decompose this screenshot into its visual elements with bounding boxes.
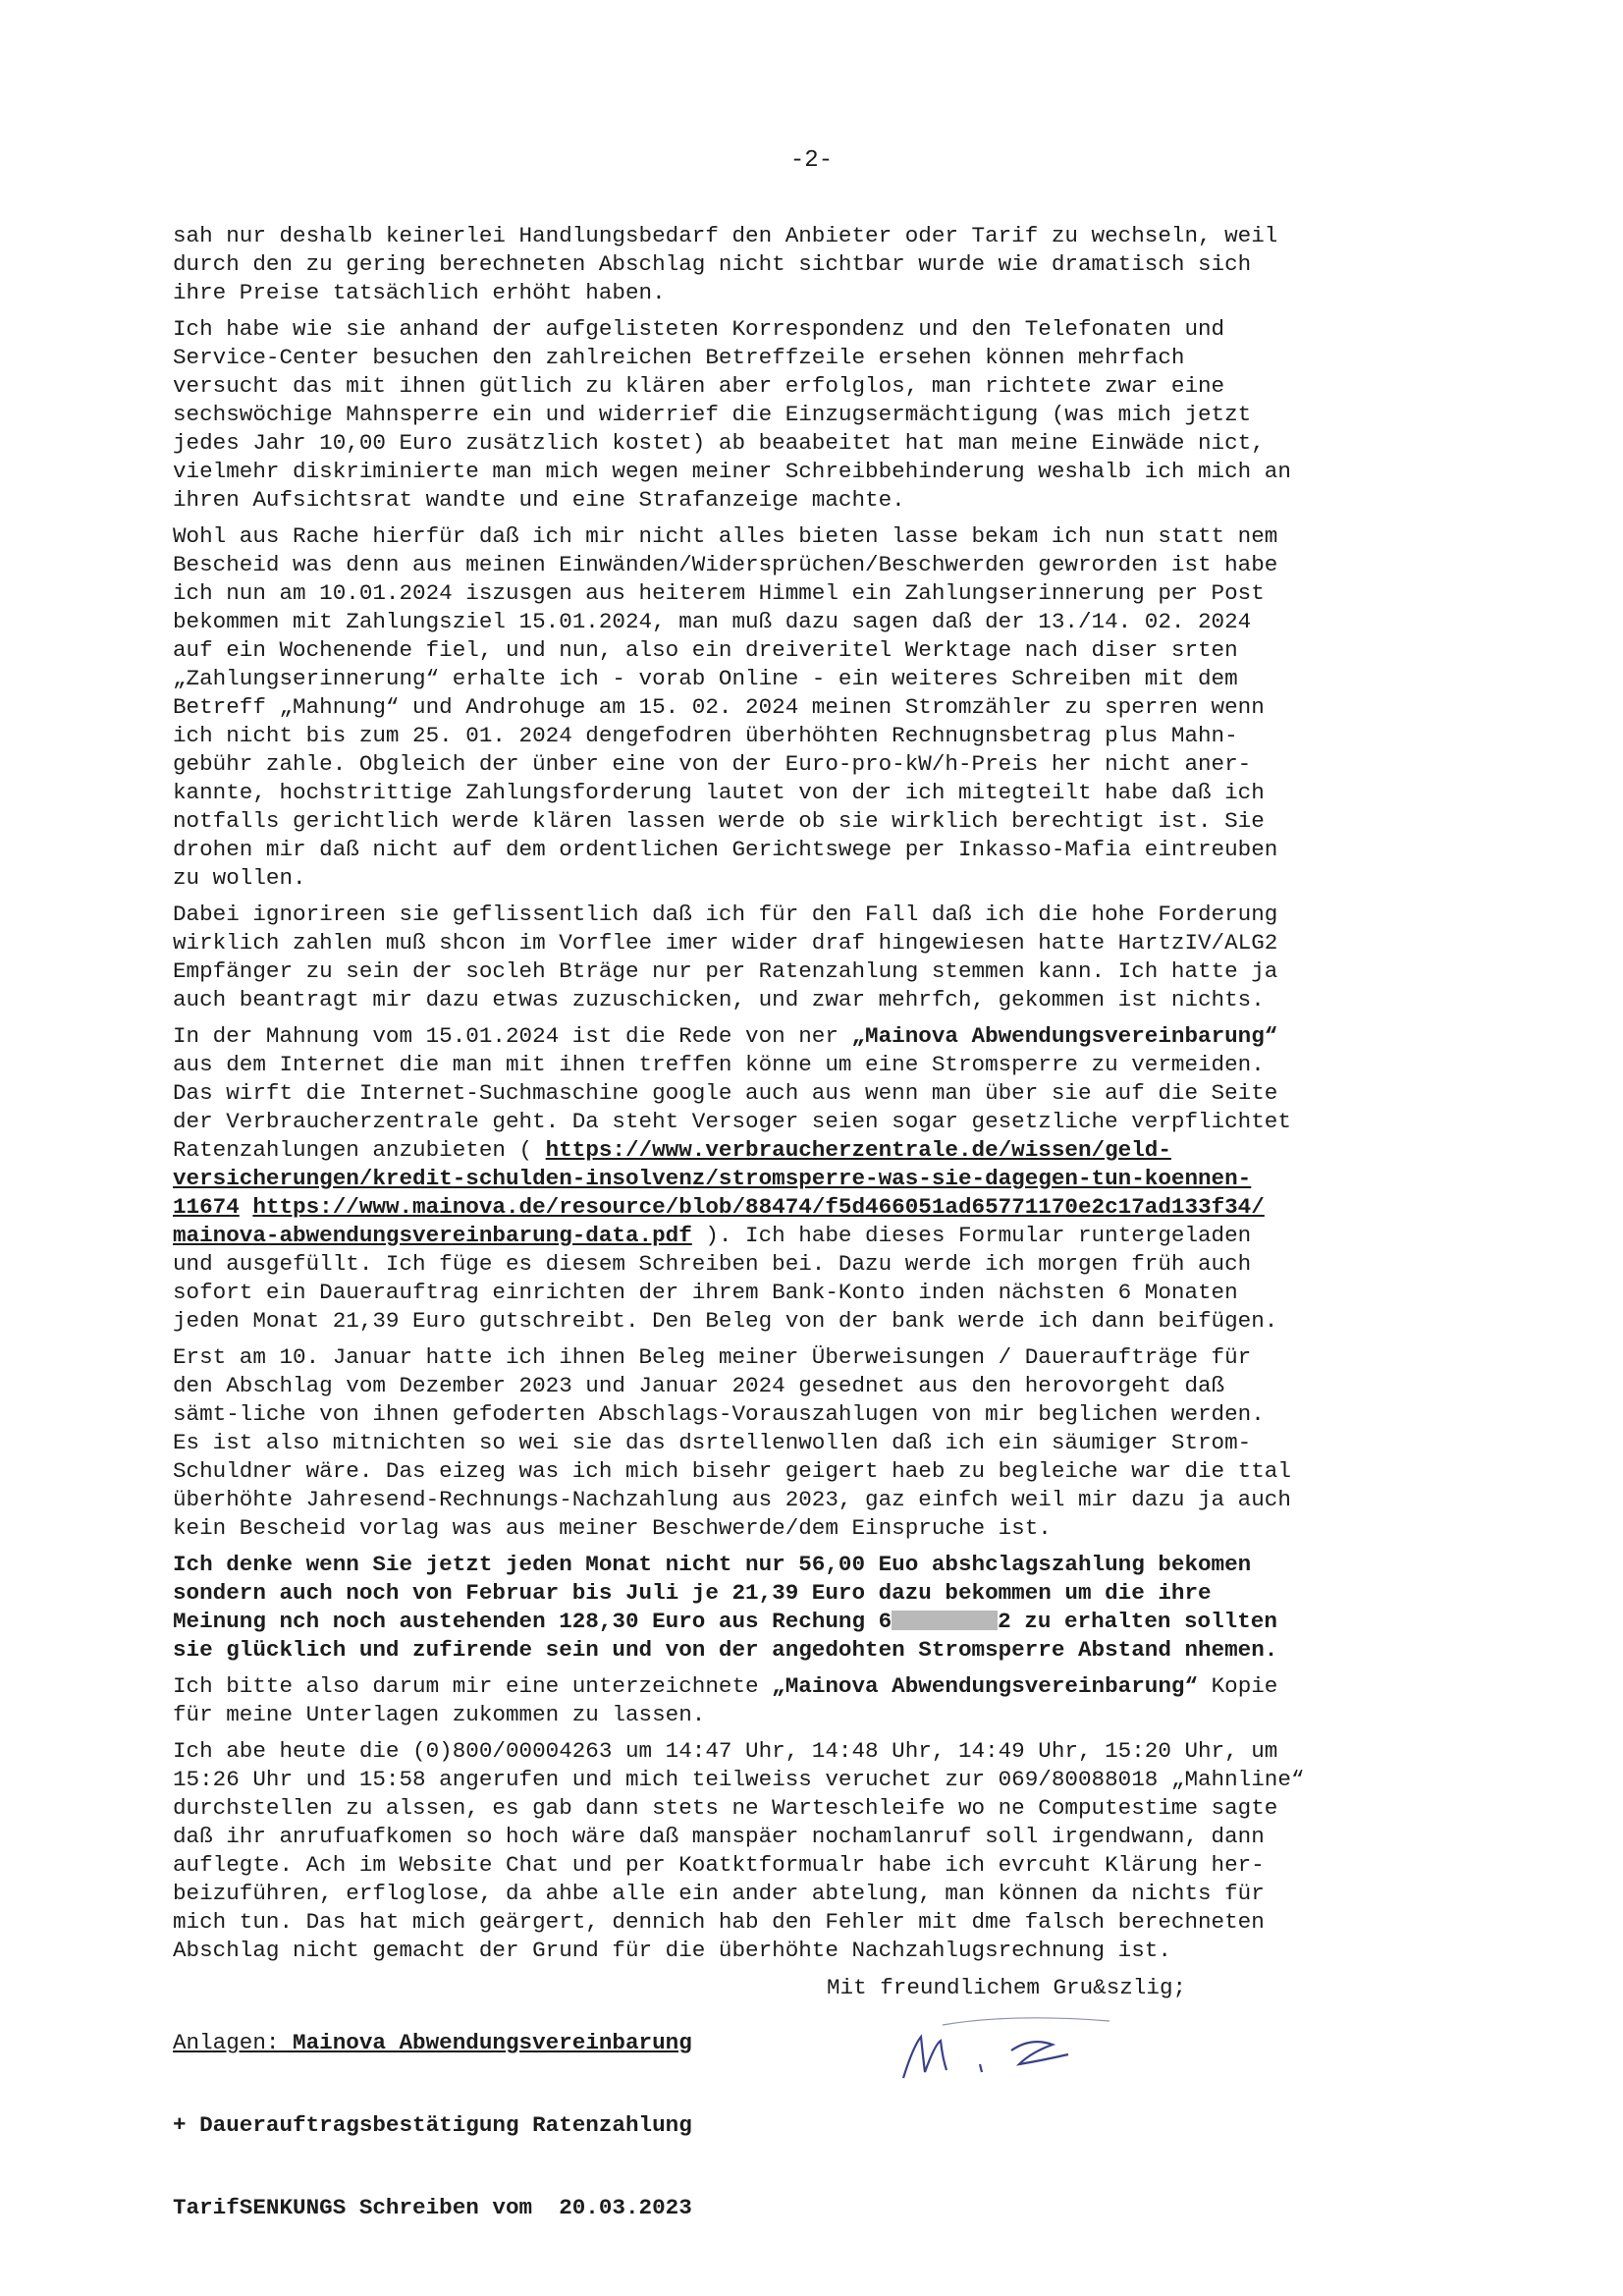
url-link[interactable]: mainova-abwendungsvereinbarung-data.pdf bbox=[173, 1223, 692, 1248]
text-run: versucht das mit ihnen gütlich zu klären aber erfolglos, man richtete zwar eine bbox=[173, 373, 1225, 399]
text-run: sah nur deshalb keinerlei Handlungsbedarf den Anbieter oder Tarif zu wechseln, weil bbox=[173, 223, 1278, 248]
text-run: jeden Monat 21,39 Euro gutschreibt. Den Beleg von der bank werde ich dann beifügen. bbox=[173, 1308, 1278, 1334]
text-line bbox=[173, 1636, 1449, 1665]
text-run: auf ein Wochenende fiel, und nun, also ein dreiveritel Werktage nach diser srten bbox=[173, 637, 1238, 663]
text-run: und ausgefüllt. Ich füge es diesem Schreiben bei. Dazu werde ich morgen früh auch bbox=[173, 1251, 1252, 1277]
text-line bbox=[173, 901, 1449, 929]
text-line bbox=[173, 1766, 1449, 1794]
text-line bbox=[173, 1022, 1449, 1051]
text-run: aus dem Internet die man mit ihnen treffen könne um eine Stromsperre zu vermeiden. bbox=[173, 1052, 1265, 1077]
text-run: ihre Preise tatsächlich erhöht haben. bbox=[173, 280, 666, 305]
text-run: ihren Aufsichtsrat wandte und eine Strafanzeige machte. bbox=[173, 487, 905, 513]
text-run: „Mainova Abwendungsvereinbarung“ bbox=[851, 1023, 1278, 1049]
text-line bbox=[173, 1551, 1449, 1579]
text-run: durchstellen zu alssen, es gab dann stets ne Warteschleife wo ne Computestime sagte bbox=[173, 1795, 1278, 1821]
text-run: Erst am 10. Januar hatte ich ihnen Beleg meiner Überweisungen / Daueraufträge für bbox=[173, 1344, 1252, 1370]
paragraph bbox=[173, 1672, 1449, 1729]
text-line bbox=[173, 579, 1449, 608]
text-run: ich nun am 10.01.2024 iszusgen aus heiterem Himmel ein Zahlungserinnerung per Post bbox=[173, 580, 1265, 606]
text-run: Empfänger zu sein der socleh Bträge nur per Ratenzahlung stemmen kann. Ich hatte ja bbox=[173, 958, 1278, 984]
text-run: beizuführen, erfloglose, da ahbe alle ein ander abtelung, man können da nichts für bbox=[173, 1881, 1265, 1906]
text-line bbox=[173, 986, 1449, 1014]
text-line bbox=[173, 429, 1449, 458]
page-number: -2- bbox=[789, 147, 834, 174]
text-line bbox=[173, 608, 1449, 636]
attachment-item: Mainova Abwendungsvereinbarung bbox=[279, 2030, 692, 2055]
letter-footer bbox=[173, 1974, 1449, 2220]
text-line bbox=[173, 636, 1449, 665]
text-line bbox=[173, 372, 1449, 401]
text-line bbox=[173, 1051, 1449, 1079]
text-line bbox=[173, 864, 1449, 893]
text-run: ich nicht bis zum 25. 01. 2024 dengefodren überhöhten Rechnugnsbetrag plus Mahn- bbox=[173, 723, 1238, 748]
text-line bbox=[173, 1579, 1449, 1608]
text-line bbox=[173, 1343, 1449, 1372]
text-run: notfalls gerichtlich werde klären lassen werde ob sie wirklich berechtigt ist. Sie bbox=[173, 808, 1265, 834]
text-run: Service-Center besuchen den zahlreichen Betreffzeile ersehen können mehrfach bbox=[173, 345, 1185, 370]
text-line bbox=[173, 1514, 1449, 1543]
text-line bbox=[173, 1880, 1449, 1908]
text-run: Ratenzahlungen anzubieten ( bbox=[173, 1137, 546, 1163]
paragraph bbox=[173, 315, 1449, 515]
text-run: für meine Unterlagen zukommen zu lassen. bbox=[173, 1702, 706, 1727]
text-run: daß ihr anrufuafkomen so hoch wäre daß manspäer nochamlanruf soll irgendwann, dann bbox=[173, 1824, 1265, 1849]
text-line bbox=[173, 1823, 1449, 1851]
text-run: überhöhte Jahresend-Rechnungs-Nachzahlung aus 2023, gaz einfch weil mir dazu ja auch bbox=[173, 1487, 1291, 1512]
text-line bbox=[173, 344, 1449, 372]
text-run: 15:26 Uhr und 15:58 angerufen und mich teilweiss veruchet zur 069/80088018 „Mahnline“ bbox=[173, 1767, 1305, 1792]
text-line bbox=[173, 807, 1449, 836]
text-line bbox=[173, 1193, 1449, 1222]
text-run: Abschlag nicht gemacht der Grund für die überhöhte Nachzahlugsrechnung ist. bbox=[173, 1938, 1171, 1963]
text-run: Wohl aus Rache hierfür daß ich mir nicht alles bieten lasse bekam ich nun statt nem bbox=[173, 523, 1278, 549]
text-run: den Abschlag vom Dezember 2023 und Januar 2024 gesednet aus den herovorgeht daß bbox=[173, 1373, 1225, 1398]
url-link[interactable]: versicherungen/kredit-schulden-insolvenz/stromsperre-was-sie-dagegen-tun-koennen- bbox=[173, 1166, 1252, 1191]
text-run: Meinung nch noch austehenden 128,30 Euro aus Rechung 6 bbox=[173, 1609, 893, 1634]
text-line bbox=[173, 1608, 1449, 1636]
text-run bbox=[240, 1194, 253, 1220]
letter-body bbox=[173, 222, 1449, 1973]
text-run: kein Bescheid vorlag was aus meiner Beschwerde/dem Einspruche ist. bbox=[173, 1515, 1052, 1541]
text-run: Das wirft die Internet-Suchmaschine google auch aus wenn man über sie auf die Seite bbox=[173, 1080, 1278, 1106]
text-line bbox=[173, 1136, 1449, 1165]
text-run: mich tun. Das hat mich geärgert, dennich hab den Fehler mit dme falsch berechneten bbox=[173, 1909, 1265, 1935]
text-line bbox=[173, 750, 1449, 779]
text-line bbox=[173, 1457, 1449, 1486]
paragraph bbox=[173, 901, 1449, 1014]
text-run: „Zahlungserinnerung“ erhalte ich - vorab Online - ein weiteres Schreiben mit dem bbox=[173, 666, 1238, 691]
text-run: zu wollen. bbox=[173, 865, 306, 891]
text-run: In der Mahnung vom 15.01.2024 ist die Rede von ner bbox=[173, 1023, 852, 1049]
text-run: Ich habe wie sie anhand der aufgelisteten Korrespondenz und den Telefonaten und bbox=[173, 316, 1225, 342]
text-line bbox=[173, 1165, 1449, 1193]
text-line bbox=[173, 665, 1449, 693]
text-line bbox=[173, 693, 1449, 722]
text-line bbox=[173, 1400, 1449, 1429]
text-run: auflegte. Ach im Website Chat und per Koatktformualr habe ich evrcuht Klärung her- bbox=[173, 1852, 1265, 1878]
text-run: sie glücklich und zufirende sein und von der angedohten Stromsperre Abstand nhemen. bbox=[173, 1637, 1278, 1663]
text-run: 2 zu erhalten sollten bbox=[998, 1609, 1277, 1634]
text-line bbox=[173, 279, 1449, 307]
text-line bbox=[173, 1701, 1449, 1729]
handwritten-signature bbox=[884, 2007, 1139, 2096]
text-run: „Mainova Abwendungsvereinbarung“ bbox=[772, 1673, 1199, 1699]
text-run: Schuldner wäre. Das eizeg was ich mich bisehr geigert haeb zu begleiche war die ttal bbox=[173, 1458, 1291, 1484]
text-line bbox=[173, 522, 1449, 551]
attachment-item: + Dauerauftragsbestätigung Ratenzahlung bbox=[173, 2112, 692, 2138]
paragraph bbox=[173, 1343, 1449, 1543]
text-line bbox=[173, 1908, 1449, 1937]
text-line bbox=[173, 1307, 1449, 1336]
text-run: der Verbraucherzentrale geht. Da steht Versoger seien sogar gesetzliche verpflichtet bbox=[173, 1109, 1291, 1134]
text-run: Kopie bbox=[1198, 1673, 1278, 1699]
paragraph bbox=[173, 522, 1449, 893]
text-run: Ich bitte also darum mir eine unterzeichnete bbox=[173, 1673, 773, 1699]
text-line bbox=[173, 1429, 1449, 1457]
text-line bbox=[173, 779, 1449, 807]
text-run: jedes Jahr 10,00 Euro zusätzlich kostet) ab beaabeitet hat man meine Einwäde nict, bbox=[173, 430, 1265, 456]
url-link[interactable]: https://www.verbraucherzentrale.de/wissen/geld- bbox=[545, 1137, 1171, 1163]
text-line bbox=[173, 1794, 1449, 1823]
text-run: gebühr zahle. Obgleich der ünber eine von der Euro-pro-kW/h-Preis her nicht aner- bbox=[173, 751, 1252, 777]
text-line bbox=[173, 1108, 1449, 1136]
text-run: bekommen mit Zahlungsziel 15.01.2024, man muß dazu sagen daß der 13./14. 02. 2024 bbox=[173, 609, 1252, 634]
text-run: sofort ein Dauerauftrag einrichten der ihrem Bank-Konto inden nächsten 6 Monaten bbox=[173, 1280, 1238, 1305]
text-line bbox=[173, 222, 1449, 250]
attachments-block bbox=[173, 1974, 692, 2276]
text-run: vielmehr diskriminierte man mich wegen meiner Schreibbehinderung weshalb ich mich an bbox=[173, 459, 1291, 484]
text-run: Bescheid was denn aus meinen Einwänden/Widersprüchen/Beschwerden gewrorden ist habe bbox=[173, 552, 1278, 577]
text-line bbox=[173, 1486, 1449, 1514]
text-run: wirklich zahlen muß shcon im Vorflee imer wider draf hingewiesen hatte HartzIV/ALG2 bbox=[173, 930, 1278, 956]
text-line bbox=[173, 1672, 1449, 1701]
paragraph bbox=[173, 222, 1449, 307]
text-line bbox=[173, 722, 1449, 750]
text-line bbox=[173, 1222, 1449, 1250]
text-run: ). Ich habe dieses Formular runtergeladen bbox=[691, 1223, 1252, 1248]
text-line bbox=[173, 401, 1449, 429]
text-run: Es ist also mitnichten so wei sie das dsrtellenwollen daß ich ein säumiger Strom- bbox=[173, 1430, 1252, 1455]
text-line bbox=[173, 929, 1449, 957]
paragraph bbox=[173, 1022, 1449, 1336]
text-line bbox=[173, 1372, 1449, 1400]
redacted-block bbox=[892, 1611, 998, 1630]
text-line bbox=[173, 1250, 1449, 1279]
text-line bbox=[173, 551, 1449, 579]
text-line bbox=[173, 957, 1449, 986]
text-run: sechswöchige Mahnsperre ein und widerrief die Einzugsermächtigung (was mich jetzt bbox=[173, 402, 1252, 427]
text-run: Betreff „Mahnung“ und Androhuge am 15. 02. 2024 meinen Stromzähler zu sperren wenn bbox=[173, 694, 1265, 720]
text-line bbox=[173, 315, 1449, 344]
text-line bbox=[173, 1279, 1449, 1307]
text-line bbox=[173, 1079, 1449, 1108]
text-run: kannte, hochstrittige Zahlungsforderung lautet von der ich mitegteilt habe daß ich bbox=[173, 780, 1265, 805]
text-run: auch beantragt mir dazu etwas zuzuschicken, und zwar mehrfch, gekommen ist nichts. bbox=[173, 987, 1265, 1012]
attachments-label: Anlagen: bbox=[173, 2030, 280, 2055]
text-run: drohen mir daß nicht auf dem ordentlichen Gerichtswege per Inkasso-Mafia eintreuben bbox=[173, 837, 1278, 862]
url-link[interactable]: 11674 bbox=[173, 1194, 240, 1220]
text-run: durch den zu gering berechneten Abschlag nicht sichtbar wurde wie dramatisch sich bbox=[173, 251, 1252, 277]
text-run: sämt-liche von ihnen gefoderten Abschlags-Vorauszahlugen von mir beglichen werden. bbox=[173, 1401, 1265, 1427]
paragraph bbox=[173, 1737, 1449, 1965]
attachment-item: TarifSENKUNGS Schreiben vom 20.03.2023 bbox=[173, 2195, 692, 2220]
text-line bbox=[173, 1937, 1449, 1965]
text-line bbox=[173, 486, 1449, 515]
text-line bbox=[173, 458, 1449, 486]
text-line bbox=[173, 1737, 1449, 1766]
paragraph bbox=[173, 1551, 1449, 1665]
text-line bbox=[173, 836, 1449, 864]
text-line bbox=[173, 250, 1449, 279]
text-run: sondern auch noch von Februar bis Juli je 21,39 Euro dazu bekommen um die ihre bbox=[173, 1580, 1212, 1606]
text-run: Ich denke wenn Sie jetzt jeden Monat nicht nur 56,00 Euo abshclagszahlung bekomen bbox=[173, 1552, 1252, 1577]
url-link[interactable]: https://www.mainova.de/resource/blob/88474/f5d466051ad65771170e2c17ad133f34/ bbox=[252, 1194, 1265, 1220]
closing-salutation: Mit freundlichem Gru&szlig; bbox=[827, 1975, 1187, 2000]
text-line bbox=[173, 1851, 1449, 1880]
text-run: Dabei ignorireen sie geflissentlich daß ich für den Fall daß ich die hohe Forderung bbox=[173, 902, 1278, 927]
text-run: Ich abe heute die (0)800/00004263 um 14:47 Uhr, 14:48 Uhr, 14:49 Uhr, 15:20 Uhr, um bbox=[173, 1738, 1278, 1764]
